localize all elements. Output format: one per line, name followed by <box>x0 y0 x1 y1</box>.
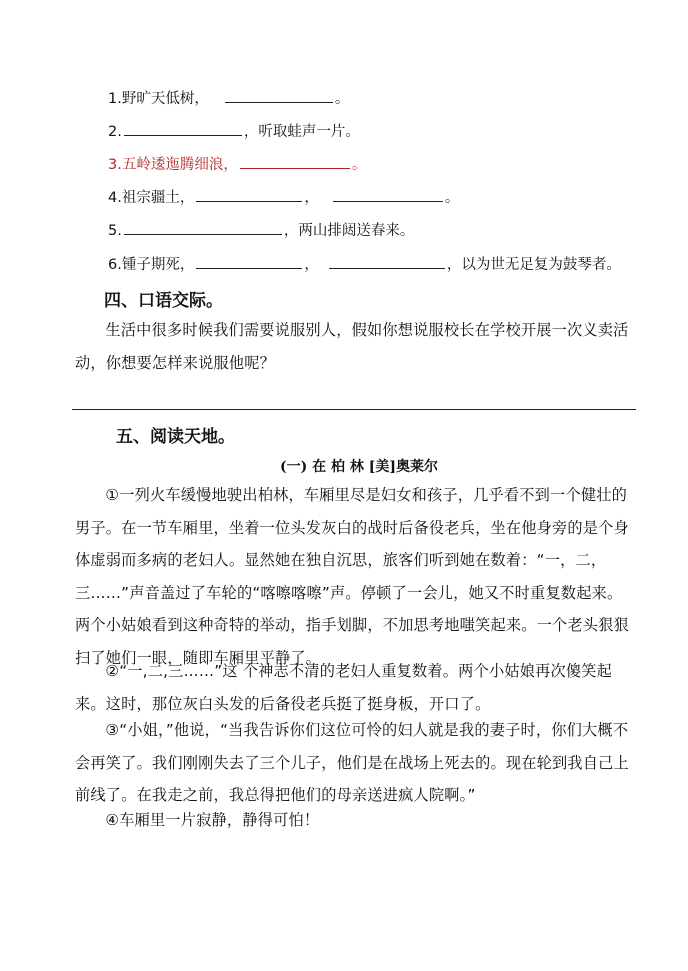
answer-blank[interactable] <box>124 121 242 136</box>
item-text-after: 。 <box>351 157 367 173</box>
item-number: 3. <box>108 157 122 173</box>
blank-item-2 <box>108 121 360 142</box>
answer-blank[interactable] <box>124 220 282 235</box>
item-text-after: 。 <box>334 91 350 107</box>
blank-item-5 <box>108 220 414 241</box>
item-number: 4. <box>108 190 122 206</box>
section-heading-reading: 五、阅读天地。 <box>116 427 235 447</box>
item-text-before: 五岭逶迤腾细浪， <box>121 157 238 173</box>
item-text-before: 野旷天低树， <box>121 91 209 107</box>
item-text-before: 祖宗疆土， <box>121 190 195 206</box>
item-number: 1. <box>108 91 122 107</box>
answer-blank[interactable] <box>196 187 302 202</box>
item-text-middle: ， <box>304 257 319 273</box>
item-text-before: 锺子期死， <box>121 257 195 273</box>
answer-line <box>72 409 636 410</box>
blank-item-4 <box>108 187 459 208</box>
item-text-after: ，听取蛙声一片。 <box>243 124 360 140</box>
section-heading-oral: 四、口语交际。 <box>104 291 223 311</box>
passage-paragraph-3: ③“小姐，”他说，“当我告诉你们这位可怜的妇人就是我的妻子时，你们大概不会再笑了。我们刚刚失去了三个儿子，他们是在战场上死去的。现在轮到我自己上前线了。在我走之前，我总得把他们的母亲送进疯人院啊。” <box>75 721 629 804</box>
answer-blank[interactable] <box>225 88 333 103</box>
item-text-middle: ， <box>304 190 319 206</box>
item-number: 2. <box>108 124 122 140</box>
item-number: 6. <box>108 257 122 273</box>
blank-item-1 <box>108 88 349 109</box>
blank-item-3 <box>108 154 366 175</box>
passage-title: (一) 在 柏 林 [美]奥莱尔 <box>280 459 438 475</box>
item-text-after: ，两山排闼送春来。 <box>283 223 415 239</box>
item-number: 5. <box>108 223 122 239</box>
answer-blank[interactable] <box>196 254 302 269</box>
passage-paragraph-1: ①一列火车缓慢地驶出柏林，车厢里尽是妇女和孩子，几乎看不到一个健壮的男子。在一节车厢里，坐着一位头发灰白的战时后备役老兵，坐在他身旁的是个身体虚弱而多病的老妇人。显然她在独自沉思，旅客们听到她在数着：“一，二，三……”声音盖过了车轮的“喀嚓喀嚓”声。停顿了一会儿，她又不时重复数起来。两个小姑娘看到这种奇特的举动，指手划脚，不加思考地嗤笑起来。一个老头狠狠扫了她们一眼，随即车厢里平静了。 <box>75 486 629 667</box>
passage-paragraph-4: ④车厢里一片寂静，静得可怕！ <box>105 811 320 829</box>
item-text-after: 。 <box>444 190 460 206</box>
passage-paragraph-2: ②“一,二,三……”这 个神志不清的老妇人重复数着。两个小姑娘再次傻笑起来。这时，那位灰白头发的后备役老兵挺了挺身板，开口了。 <box>75 662 613 713</box>
oral-prompt: 生活中很多时候我们需要说服别人，假如你想说服校长在学校开展一次义卖活动，你想要怎样来说服他呢？ <box>75 321 629 372</box>
answer-blank[interactable] <box>333 187 443 202</box>
item-text-after: ，以为世无足复为鼓琴者。 <box>446 257 621 273</box>
answer-blank[interactable] <box>240 154 350 169</box>
blank-item-6 <box>108 254 621 275</box>
answer-blank[interactable] <box>329 254 445 269</box>
